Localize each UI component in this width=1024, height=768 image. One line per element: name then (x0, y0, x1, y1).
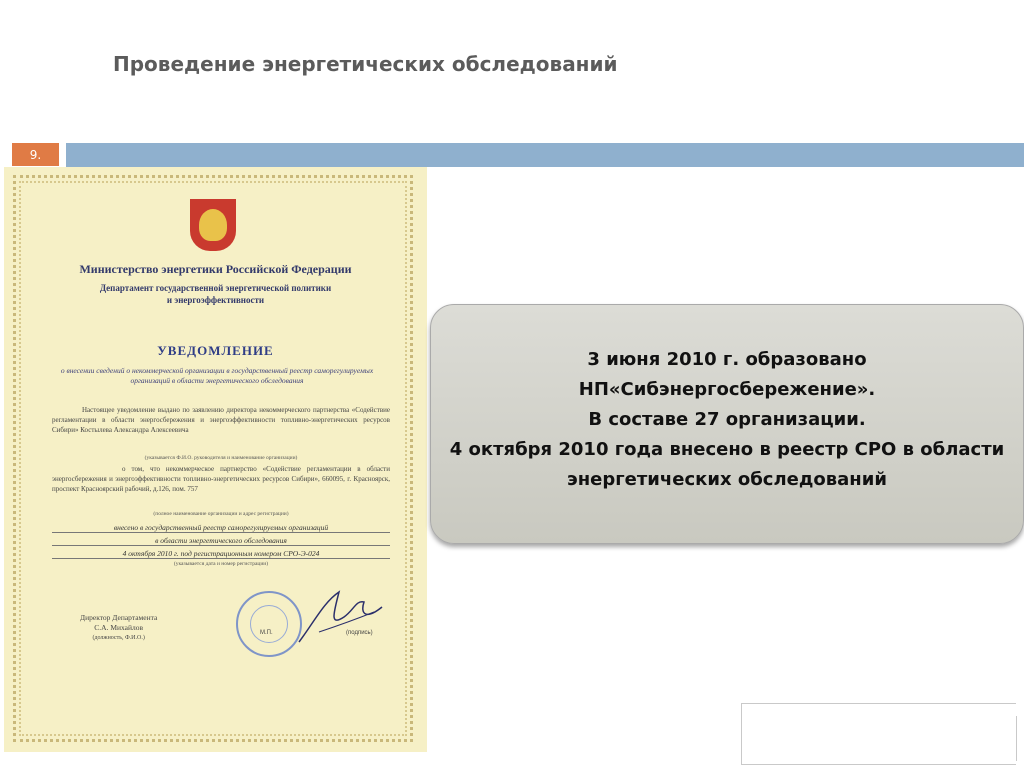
signer-name: С.А. Михайлов (94, 623, 144, 632)
signature-icon (294, 582, 386, 654)
info-box (430, 304, 1024, 544)
info-line-5: энергетических обследований (567, 469, 887, 490)
info-line-4: 4 октября 2010 года внесено в реестр СРО в области (449, 439, 1005, 460)
certificate-heading: УВЕДОМЛЕНИЕ (157, 343, 274, 358)
info-line-1: 3 июня 2010 г. образовано (587, 349, 867, 370)
coat-of-arms-icon (190, 199, 236, 251)
signer-block (80, 613, 157, 643)
info-line-3: В составе 27 организации. (588, 409, 866, 430)
certificate-subheading: о внесении сведений о некоммерческой организации в государственный реестр саморегулируемых организаций в области энергетического обследования (60, 366, 374, 385)
caption-2: (полное наименование организации и адрес регистрации) (153, 511, 289, 517)
stamp-label: М.П. (260, 630, 273, 636)
slide-number: 9. (12, 143, 59, 166)
info-box-text (431, 345, 1023, 495)
info-line-2: НП«Сибэнергосбережение». (578, 379, 876, 400)
department-line-1: Департамент государственной энергетической политики (99, 283, 332, 293)
signer-title: Директор Департамента (80, 613, 158, 622)
ministry-name: Министерство энергетики Российской Федерации (79, 262, 352, 276)
registry-line-3: 4 октября 2010 г. под регистрационным номером СРО-Э-024 (52, 549, 390, 559)
official-seal-icon (236, 591, 302, 657)
header-bar (66, 143, 1024, 167)
corner-frame-line (1016, 716, 1024, 761)
eagle-icon (199, 209, 227, 241)
certificate-body-1: Настоящее уведомление выдано по заявлению директора некоммерческого партнерства «Содействие регламентации в области энергосбережения и энергоэффективности топливно-энергетических ресурсов Сибири» Костылева Александра Алексеевича (52, 406, 390, 434)
registry-line-2: в области энергетического обследования (52, 536, 390, 546)
certificate-image (4, 167, 427, 752)
seal-inner-ring (250, 605, 288, 643)
caption-1: (указывается Ф.И.О. руководителя и наименование организации) (144, 455, 298, 461)
department-name (4, 282, 427, 306)
signature-caption: (подпись) (346, 630, 373, 636)
caption-3: (указывается дата и номер регистрации) (173, 561, 269, 567)
department-line-2: и энергоэффективности (166, 295, 265, 305)
registry-line-1: внесено в государственный реестр саморегулируемых организаций (52, 523, 390, 533)
signer-caption: (должность, Ф.И.О.) (92, 635, 145, 641)
corner-frame (741, 703, 1016, 765)
certificate-body-2: о том, что некоммерческое партнерство «Содействие регламентации в области энергосбережения и энергоэффективности топливно-энергетических ресурсов Сибири», 660095, г. Красноярск, проспект Красноярский рабочий, д.126, пом. 757 (52, 465, 390, 493)
slide-title: Проведение энергетических обследований (113, 52, 618, 76)
